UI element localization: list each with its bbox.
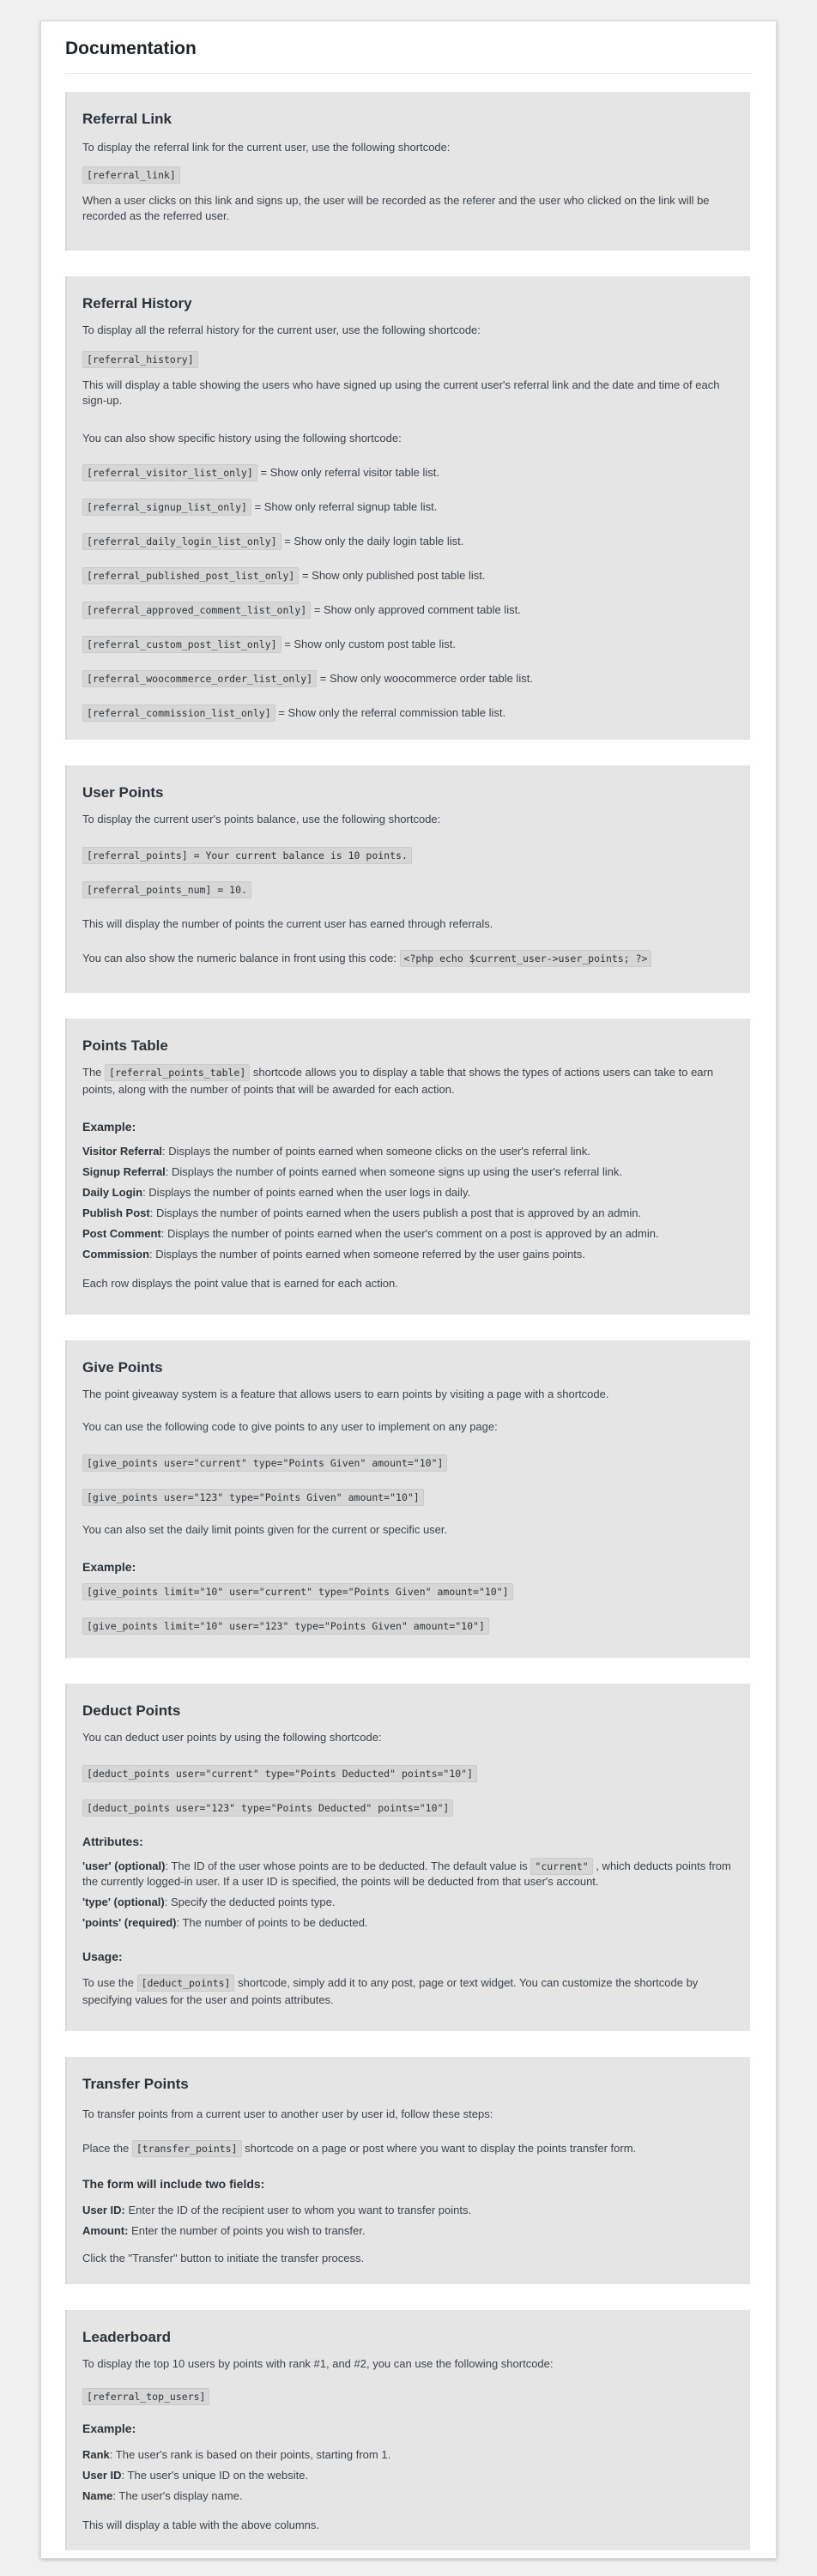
history-item: [referral_daily_login_list_only] = Show only the daily login table list. (82, 534, 735, 549)
history-item: [referral_custom_post_list_only] = Show only custom post table list. (82, 637, 735, 652)
transfer-place-line: Place the [transfer_points] shortcode on a page or post where you want to display the points transfer form. (82, 2141, 735, 2156)
leaderboard-example-label: Example: (82, 2422, 136, 2435)
points-table-row: Commission: Displays the number of points earned when someone referred by the user gains points. (82, 1248, 586, 1261)
history-item-code[interactable]: [referral_approved_comment_list_only] (82, 602, 311, 619)
points-table-row: Visitor Referral: Displays the number of points earned when someone clicks on the user's referral link. (82, 1145, 590, 1158)
deduct-attr-user-cont: the currently logged-in user. If a user ID is specified, the points will be deducted from that user's account. (82, 1875, 599, 1888)
deduct-attr-user: 'user' (optional): The ID of the user whose points are to be deducted. The default value is "current" , which deducts points from (82, 1859, 735, 1874)
referral-history-section (65, 276, 750, 740)
history-item-code[interactable]: [referral_commission_list_only] (82, 704, 275, 722)
leaderboard-note: This will display a table with the above columns. (82, 2519, 320, 2531)
history-item-code[interactable]: [referral_visitor_list_only] (82, 464, 257, 481)
page-title: Documentation (65, 39, 197, 58)
points-table-heading: Points Table (82, 1037, 168, 1054)
deduct-points-attributes-label: Attributes: (82, 1835, 143, 1848)
user-points-num-code[interactable]: [referral_points_num] = 10. (82, 881, 251, 898)
user-points-heading: User Points (82, 784, 164, 801)
points-table-row: Signup Referral: Displays the number of points earned when someone signs up using the user's referral link. (82, 1165, 622, 1178)
leaderboard-col-rank: Rank: The user's rank is based on their points, starting from 1. (82, 2448, 391, 2461)
user-points-code[interactable]: [referral_points] = Your current balance is 10 points. (82, 847, 412, 864)
points-table-intro: The [referral_points_table] shortcode allows you to display a table that shows the types of actions users can take to earn (82, 1065, 735, 1080)
transfer-points-heading: Transfer Points (82, 2076, 189, 2092)
deduct-points-usage-label: Usage: (82, 1950, 123, 1963)
deduct-points-code-current[interactable]: [deduct_points user="current" type="Points Deducted" points="10"] (82, 1765, 477, 1782)
history-item-code[interactable]: [referral_signup_list_only] (82, 499, 251, 516)
points-table-code[interactable]: [referral_points_table] (105, 1064, 250, 1081)
points-table-row: Daily Login: Displays the number of points earned when the user logs in daily. (82, 1186, 471, 1199)
history-item-code[interactable]: [referral_woocommerce_order_list_only] (82, 670, 317, 687)
deduct-usage-cont: specifying values for the user and points attributes. (82, 1993, 334, 2006)
referral-history-code[interactable]: [referral_history] (82, 351, 198, 368)
referral-history-intro: To display all the referral history for the current user, use the following shortcode: (82, 324, 481, 336)
points-table-row: Post Comment: Displays the number of points earned when the user's comment on a post is approved by an admin. (82, 1227, 659, 1240)
user-points-intro: To display the current user's points balance, use the following shortcode: (82, 813, 441, 825)
history-item-code[interactable]: [referral_daily_login_list_only] (82, 533, 281, 550)
referral-link-heading: Referral Link (82, 111, 172, 127)
transfer-points-section (65, 2057, 750, 2284)
referral-link-intro: To display the referral link for the current user, use the following shortcode: (82, 141, 451, 154)
history-item: [referral_published_post_list_only] = Show only published post table list. (82, 568, 735, 584)
referral-history-note: This will display a table showing the users who have signed up using the current user's referral link and the date and time of each sign-up. (82, 378, 720, 407)
points-table-intro-cont: points, along with the number of points that will be awarded for each action. (82, 1083, 455, 1096)
give-points-code-current[interactable]: [give_points user="current" type="Points Given" amount="10"] (82, 1454, 447, 1472)
transfer-points-code[interactable]: [transfer_points] (132, 2140, 242, 2157)
deduct-usage-code[interactable]: [deduct_points] (137, 1974, 235, 1992)
user-points-note: This will display the number of points the current user has earned through referrals. (82, 917, 493, 930)
transfer-points-intro: To transfer points from a current user to another user by user id, follow these steps: (82, 2107, 493, 2120)
history-item-code[interactable]: [referral_published_post_list_only] (82, 567, 299, 584)
transfer-click-note: Click the "Transfer" button to initiate the transfer process. (82, 2252, 365, 2265)
user-points-php-line: You can also show the numeric balance in front using this code: <?php echo $current_user->user_points; ?> (82, 951, 735, 966)
transfer-field-user-id: User ID: Enter the ID of the recipient user to whom you want to transfer points. (82, 2204, 472, 2216)
deduct-points-intro: You can deduct user points by using the following shortcode: (82, 1731, 382, 1744)
documentation-page (40, 21, 777, 2559)
leaderboard-intro: To display the top 10 users by points with rank #1, and #2, you can use the following shortcode: (82, 2357, 554, 2370)
history-item: [referral_approved_comment_list_only] = Show only approved comment table list. (82, 602, 735, 618)
give-points-intro2: You can use the following code to give points to any user to implement on any page: (82, 1420, 498, 1433)
transfer-fields-label: The form will include two fields: (82, 2177, 265, 2191)
leaderboard-heading: Leaderboard (82, 2329, 171, 2345)
give-points-section (65, 1340, 750, 1658)
transfer-field-amount: Amount: Enter the number of points you wish to transfer. (82, 2224, 366, 2237)
give-points-limit-code-user[interactable]: [give_points limit="10" user="123" type="Points Given" amount="10"] (82, 1618, 489, 1635)
give-points-intro: The point giveaway system is a feature that allows users to earn points by visiting a page with a shortcode. (82, 1388, 609, 1400)
deduct-attr-type: 'type' (optional): Specify the deducted points type. (82, 1896, 336, 1908)
history-item: [referral_woocommerce_order_list_only] = Show only woocommerce order table list. (82, 671, 735, 686)
give-points-limit-note: You can also set the daily limit points given for the current or specific user. (82, 1523, 448, 1536)
deduct-usage-line: To use the [deduct_points] shortcode, simply add it to any post, page or text widget. You can customize the shortcode by (82, 1975, 735, 1991)
history-item-code[interactable]: [referral_custom_post_list_only] (82, 636, 281, 653)
deduct-points-section (65, 1684, 750, 2031)
leaderboard-section (65, 2310, 750, 2550)
referral-link-note: When a user clicks on this link and signs up, the user will be recorded as the referer and the user who clicked on the link will be recorded as the referred user. (82, 194, 710, 222)
points-table-example-label: Example: (82, 1120, 136, 1134)
leaderboard-col-user-id: User ID: The user's unique ID on the website. (82, 2469, 309, 2482)
deduct-points-heading: Deduct Points (82, 1702, 181, 1719)
give-points-heading: Give Points (82, 1359, 163, 1376)
give-points-limit-code-current[interactable]: [give_points limit="10" user="current" type="Points Given" amount="10"] (82, 1583, 513, 1600)
leaderboard-col-name: Name: The user's display name. (82, 2489, 243, 2502)
points-table-note: Each row displays the point value that is earned for each action. (82, 1277, 398, 1290)
points-table-row: Publish Post: Displays the number of points earned when the users publish a post that is approved by an admin. (82, 1206, 642, 1219)
deduct-attr-points: 'points' (required): The number of points to be deducted. (82, 1916, 368, 1929)
deduct-points-code-user[interactable]: [deduct_points user="123" type="Points Deducted" points="10"] (82, 1799, 453, 1817)
referral-history-heading: Referral History (82, 295, 192, 311)
user-points-php-code[interactable]: <?php echo $current_user->user_points; ?> (400, 950, 652, 967)
deduct-attr-default-code[interactable]: "current" (530, 1858, 592, 1875)
leaderboard-code[interactable]: [referral_top_users] (82, 2388, 209, 2405)
title-divider (65, 73, 752, 74)
referral-link-code[interactable]: [referral_link] (82, 166, 180, 184)
give-points-example-label: Example: (82, 1560, 136, 1574)
user-points-section (65, 765, 750, 993)
points-table-section (65, 1019, 750, 1315)
referral-link-section (65, 92, 750, 251)
referral-history-specific-intro: You can also show specific history using the following shortcode: (82, 432, 402, 444)
history-item: [referral_signup_list_only] = Show only referral signup table list. (82, 499, 735, 515)
history-item: [referral_visitor_list_only] = Show only referral visitor table list. (82, 465, 735, 481)
history-item: [referral_commission_list_only] = Show only the referral commission table list. (82, 705, 735, 721)
give-points-code-user[interactable]: [give_points user="123" type="Points Given" amount="10"] (82, 1489, 424, 1506)
